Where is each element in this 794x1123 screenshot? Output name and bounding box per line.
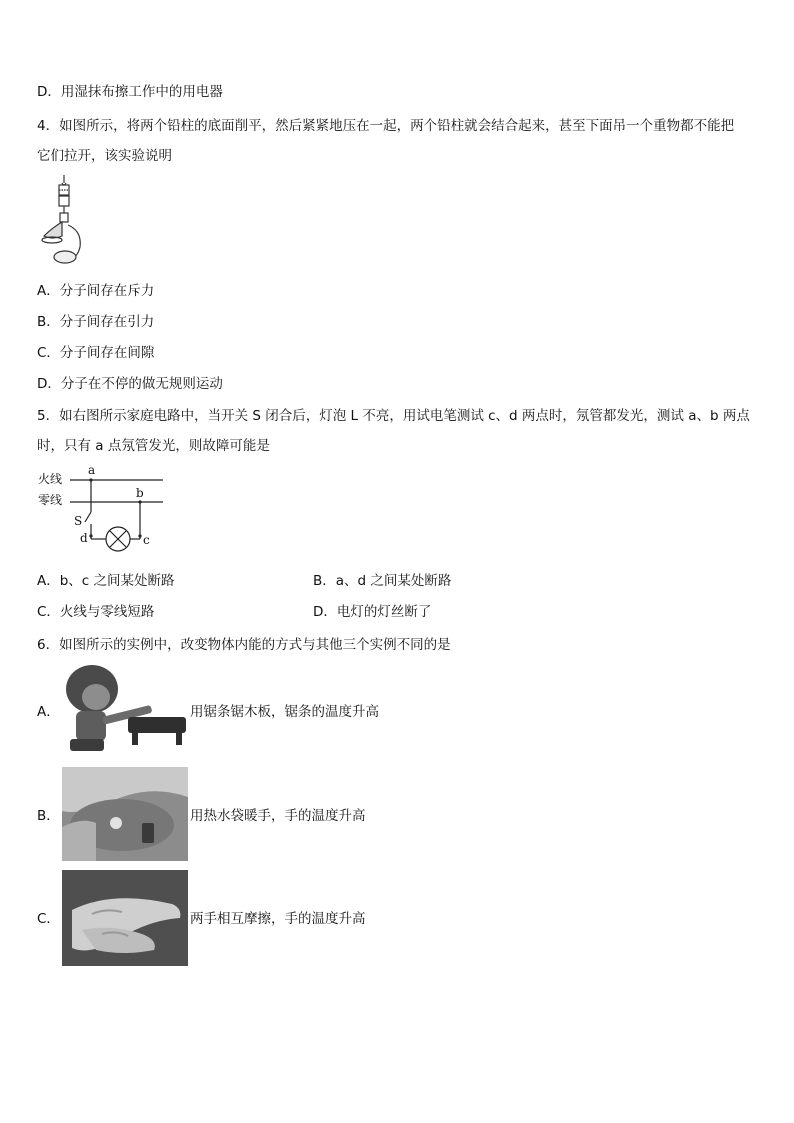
q6-option-a-letter: A． xyxy=(37,704,60,720)
q5-option-d: D．电灯的灯丝断了 xyxy=(313,604,432,620)
rubbing-hands-photo xyxy=(62,870,188,966)
q6-stem: 6．如图所示的实例中，改变物体内能的方式与其他三个实例不同的是 xyxy=(37,637,451,653)
point-d-label: d xyxy=(80,531,88,545)
q4-option-a: A．分子间存在斥力 xyxy=(37,283,155,299)
q5-option-a: A．b、c 之间某处断路 xyxy=(37,573,175,589)
q6-option-b-text: 用热水袋暖手，手的温度升高 xyxy=(190,808,366,824)
live-wire-label: 火线 xyxy=(38,472,63,486)
point-b-label: b xyxy=(136,486,144,500)
q6-option-a-text: 用锯条锯木板，锯条的温度升高 xyxy=(190,704,379,720)
q5-option-c: C．火线与零线短路 xyxy=(37,604,155,620)
q6-option-c-text: 两手相互摩擦，手的温度升高 xyxy=(190,911,366,927)
point-a-label: a xyxy=(88,463,96,477)
circuit-diagram xyxy=(36,462,166,558)
lead-cylinder-figure xyxy=(38,173,88,271)
q4-stem-line2: 它们拉开，该实验说明 xyxy=(37,148,172,164)
q4-option-b: B．分子间存在引力 xyxy=(37,314,155,330)
hot-water-bottle-photo xyxy=(62,767,188,861)
neutral-wire-label: 零线 xyxy=(38,493,63,507)
q5-stem-line1: 5．如右图所示家庭电路中，当开关 S 闭合后，灯泡 L 不亮，用试电笔测试 c、d 两点时，氖管都发光，测试 a、b 两点 xyxy=(37,408,750,424)
point-c-label: c xyxy=(143,533,150,547)
q5-stem-line2: 时，只有 a 点氖管发光，则故障可能是 xyxy=(37,438,270,454)
q4-option-c: C．分子间存在间隙 xyxy=(37,345,155,361)
switch-s-label: S xyxy=(74,514,83,528)
saw-photo xyxy=(62,661,188,753)
q4-option-d: D．分子在不停的做无规则运动 xyxy=(37,376,223,392)
q6-option-c-letter: C． xyxy=(37,911,60,927)
prev-option-d: D．用湿抹布擦工作中的用电器 xyxy=(37,84,223,100)
q5-option-b: B．a、d 之间某处断路 xyxy=(313,573,452,589)
q6-option-b-letter: B． xyxy=(37,808,60,824)
q4-stem-line1: 4．如图所示，将两个铅柱的底面削平，然后紧紧地压在一起，两个铅柱就会结合起来，甚至下面吊一个重物都不能把 xyxy=(37,118,735,134)
